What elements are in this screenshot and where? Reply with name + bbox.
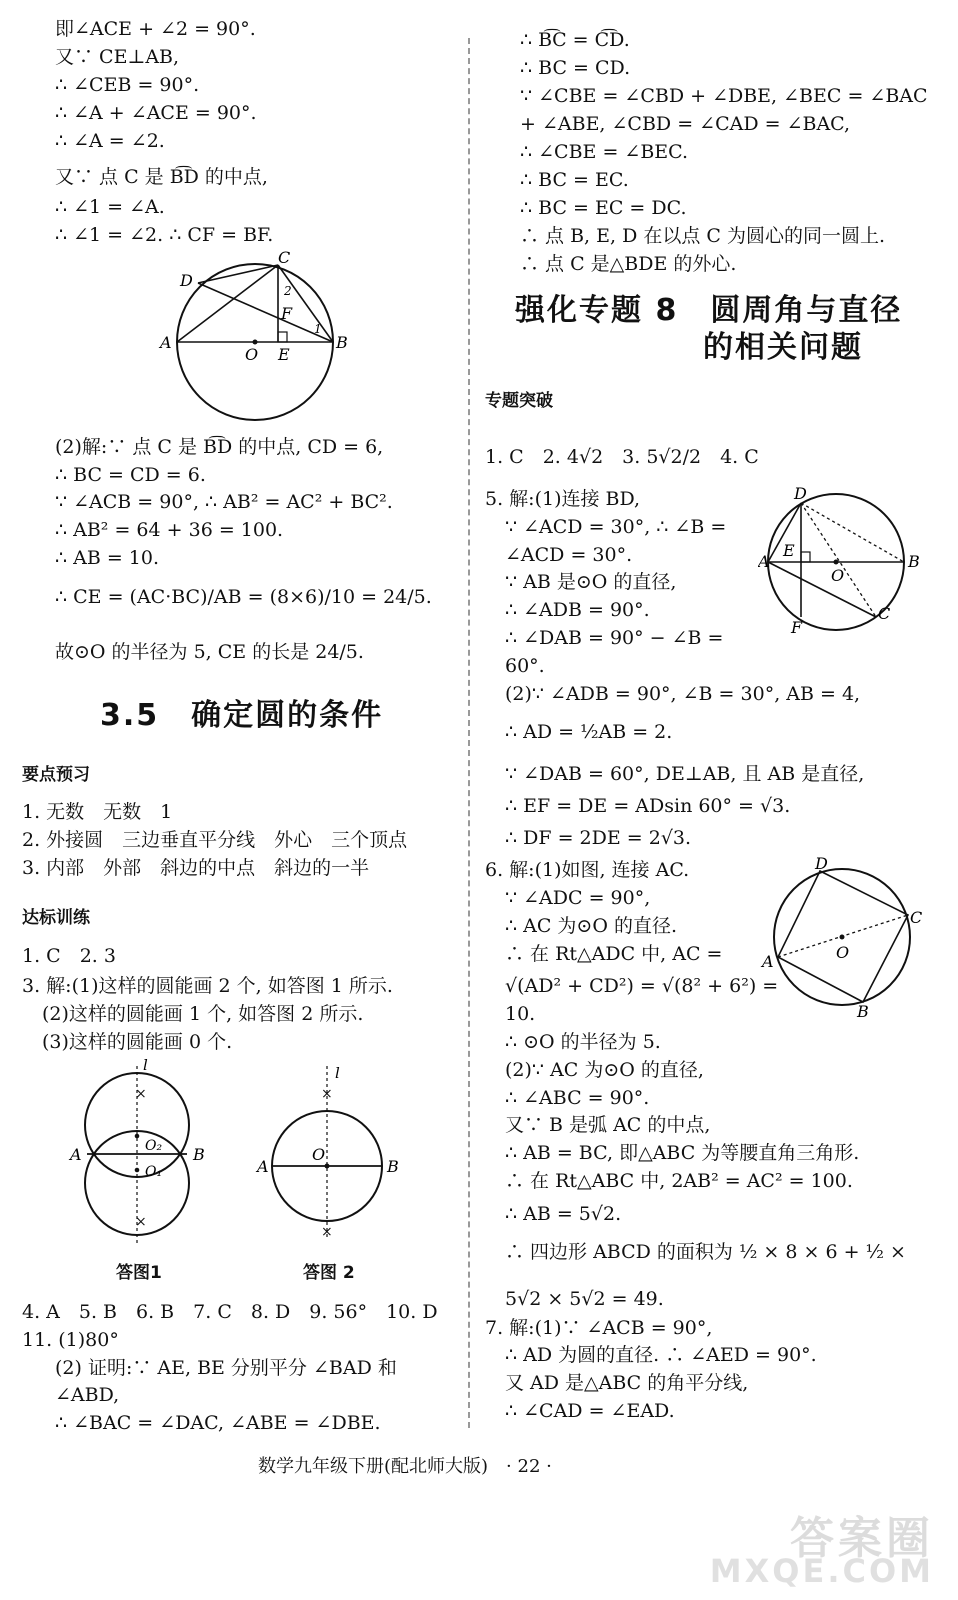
text-line: 又∵ CE⊥AB, — [55, 46, 180, 68]
text-line: 又∵ 点 C 是 B͡D 的中点, — [55, 166, 268, 188]
label-B: B — [387, 1157, 399, 1176]
label-1: 1 — [314, 322, 322, 336]
text-line: 5. 解:(1)连接 BD, — [485, 488, 641, 510]
text-line: ∴ ∠1 = ∠A. — [55, 196, 165, 218]
text-line: (3)这样的圆能画 0 个. — [42, 1031, 233, 1053]
text-line: ∴ 在 Rt△ADC 中, AC = — [505, 943, 723, 965]
label-O: O — [836, 943, 850, 962]
text-line: ∵ AB 是⊙O 的直径, — [505, 571, 677, 593]
text-line: (2)∵ AC 为⊙O 的直径, — [505, 1059, 704, 1081]
text-line: ∵ ∠ADC = 90°, — [505, 887, 651, 909]
figure-answer-1 — [65, 1058, 225, 1248]
text-line: 3. 解:(1)这样的圆能画 2 个, 如答图 1 所示. — [22, 975, 393, 997]
text-line: 2. 外接圆 三边垂直平分线 外心 三个顶点 — [22, 829, 408, 851]
text-line: ∴ ∠ABC = 90°. — [505, 1087, 650, 1109]
text-line: ∴ ∠A = ∠2. — [55, 130, 165, 152]
heading-preview: 要点预习 — [22, 765, 90, 785]
label-A: A — [70, 1145, 82, 1164]
text-line: 1. C 2. 4√2 3. 5√2/2 4. C — [485, 446, 759, 468]
text-line: + ∠ABE, ∠CBD = ∠CAD = ∠BAC, — [520, 113, 851, 135]
text-line: 6. 解:(1)如图, 连接 AC. — [485, 859, 690, 881]
topic-title-line1: 强化专题 8 圆周角与直径 — [515, 293, 903, 328]
label-2: 2 — [284, 284, 292, 298]
text-line: ∵ ∠ACB = 90°, ∴ AB² = AC² + BC². — [55, 491, 393, 513]
label-D: D — [180, 271, 193, 290]
label-O1: O₁ — [145, 1164, 163, 1180]
text-line: ∴ AD 为圆的直径. ∴ ∠AED = 90°. — [505, 1344, 817, 1366]
text-line: 5√2 × 5√2 = 49. — [505, 1288, 664, 1310]
text-line: 60°. — [505, 655, 545, 677]
text-line: ∴ 在 Rt△ABC 中, 2AB² = AC² = 100. — [505, 1170, 853, 1192]
text-line: ∴ ∠DAB = 90° − ∠B = — [505, 627, 724, 649]
text-line: ∴ ∠CBE = ∠BEC. — [520, 141, 689, 163]
section-title: 3.5 确定圆的条件 — [100, 698, 384, 733]
label-O: O — [831, 566, 845, 585]
text-line: ∴ BC = EC = DC. — [520, 197, 687, 219]
text-line: 11. (1)80° — [22, 1329, 119, 1351]
text-line: ∴ BC = EC. — [520, 169, 629, 191]
text-line: 又∵ B 是弧 AC 的中点, — [505, 1114, 711, 1136]
label-O: O — [245, 345, 259, 364]
text-line: ∵ ∠DAB = 60°, DE⊥AB, 且 AB 是直径, — [505, 763, 865, 785]
label-A: A — [160, 333, 172, 352]
text-line: √(AD² + CD²) = √(8² + 6²) = — [505, 975, 779, 997]
label-l: l — [335, 1064, 340, 1082]
text-line: ∴ ∠ADB = 90°. — [505, 599, 650, 621]
figure-q6 — [760, 855, 930, 1020]
svg-text:×: × — [135, 1214, 147, 1230]
text-line: ∴ EF = DE = ADsin 60° = √3. — [505, 795, 791, 817]
label-B: B — [857, 1002, 869, 1020]
label-A: A — [762, 952, 774, 971]
text-line: (2)解:∵ 点 C 是 B͡D 的中点, CD = 6, — [55, 436, 384, 458]
label-E: E — [278, 345, 290, 364]
label-B: B — [336, 333, 348, 352]
text-line: (2)∵ ∠ADB = 90°, ∠B = 30°, AB = 4, — [505, 683, 861, 705]
topic-title-line2: 的相关问题 — [703, 330, 863, 365]
text-line: ∴ BC = CD = 6. — [55, 464, 206, 486]
text-line: ∴ B͡C = C͡D. — [520, 29, 630, 51]
text-line: ∠ACD = 30°. — [505, 544, 633, 566]
label-D: D — [815, 855, 828, 873]
svg-text:×: × — [321, 1224, 333, 1240]
text-line: ∴ 点 C 是△BDE 的外心. — [520, 253, 737, 275]
heading-topic: 专题突破 — [485, 391, 553, 411]
text-line: ∴ AB = BC, 即△ABC 为等腰直角三角形. — [505, 1142, 860, 1164]
text-line: 10. — [505, 1003, 536, 1025]
text-line: ∴ ∠CAD = ∠EAD. — [505, 1400, 675, 1422]
text-line: ∠ABD, — [55, 1384, 120, 1406]
watermark-logo — [709, 1502, 938, 1592]
label-B: B — [193, 1145, 205, 1164]
text-line: ∵ ∠ACD = 30°, ∴ ∠B = — [505, 516, 727, 538]
label-C: C — [910, 908, 923, 927]
page-footer: 数学九年级下册(配北师大版) · 22 · — [258, 1456, 552, 1477]
label-A: A — [257, 1157, 269, 1176]
caption-answer-2: 答图 2 — [303, 1263, 355, 1283]
text-line: ∴ ∠1 = ∠2. ∴ CF = BF. — [55, 224, 274, 246]
svg-text:×: × — [135, 1086, 147, 1102]
svg-text:×: × — [321, 1086, 333, 1102]
label-F: F — [281, 304, 293, 323]
watermark-text: 答案圈 — [790, 1513, 934, 1564]
label-O: O — [312, 1145, 326, 1164]
text-line: ∴ ∠BAC = ∠DAC, ∠ABE = ∠DBE. — [55, 1412, 381, 1434]
text-line: ∴ AB = 5√2. — [505, 1203, 622, 1225]
label-B: B — [908, 552, 920, 571]
text-line: 4. A 5. B 6. B 7. C 8. D 9. 56° 10. D — [22, 1301, 438, 1323]
text-line: 故⊙O 的半径为 5, CE 的长是 24/5. — [55, 641, 364, 663]
text-line: ∴ CE = (AC·BC)/AB = (8×6)/10 = 24/5. — [55, 586, 432, 608]
watermark-url: MXQE.COM — [709, 1552, 934, 1590]
figure-circle-1 — [150, 245, 350, 425]
label-A: A — [758, 552, 770, 571]
text-line: (2) 证明:∵ AE, BE 分别平分 ∠BAD 和 — [55, 1357, 397, 1379]
text-line: 1. C 2. 3 — [22, 945, 116, 967]
caption-answer-1: 答图1 — [116, 1263, 162, 1283]
text-line: 1. 无数 无数 1 — [22, 801, 173, 823]
heading-training: 达标训练 — [22, 908, 90, 928]
column-divider — [468, 38, 470, 1428]
text-line: ∴ ∠A + ∠ACE = 90°. — [55, 102, 257, 124]
text-line: ∴ AD = ½AB = 2. — [505, 721, 673, 743]
text-line: ∴ BC = CD. — [520, 57, 631, 79]
text-line: 3. 内部 外部 斜边的中点 斜边的一半 — [22, 857, 370, 879]
text-line: 又 AD 是△ABC 的角平分线, — [505, 1372, 749, 1394]
text-line: 即∠ACE + ∠2 = 90°. — [55, 18, 256, 40]
figure-answer-2 — [255, 1058, 415, 1248]
text-line: ∵ ∠CBE = ∠CBD + ∠DBE, ∠BEC = ∠BAC — [520, 85, 928, 107]
text-line: ∴ DF = 2DE = 2√3. — [505, 827, 692, 849]
label-O2: O₂ — [145, 1138, 163, 1154]
text-line: ∴ AC 为⊙O 的直径. — [505, 915, 678, 937]
label-C: C — [278, 248, 291, 267]
label-E: E — [783, 541, 795, 560]
text-line: ∴ AB = 10. — [55, 547, 160, 569]
text-line: ∴ 点 B, E, D 在以点 C 为圆心的同一圆上. — [520, 225, 885, 247]
text-line: ∴ ⊙O 的半径为 5. — [505, 1031, 661, 1053]
label-D: D — [794, 485, 807, 503]
text-line: (2)这样的圆能画 1 个, 如答图 2 所示. — [42, 1003, 364, 1025]
text-line: 7. 解:(1)∵ ∠ACB = 90°, — [485, 1317, 713, 1339]
text-line: ∴ AB² = 64 + 36 = 100. — [55, 519, 284, 541]
label-l: l — [143, 1058, 148, 1074]
label-C: C — [878, 604, 891, 623]
label-F: F — [791, 618, 803, 637]
figure-q5 — [758, 485, 928, 645]
text-line: ∴ 四边形 ABCD 的面积为 ½ × 8 × 6 + ½ × — [505, 1241, 906, 1263]
text-line: ∴ ∠CEB = 90°. — [55, 74, 200, 96]
